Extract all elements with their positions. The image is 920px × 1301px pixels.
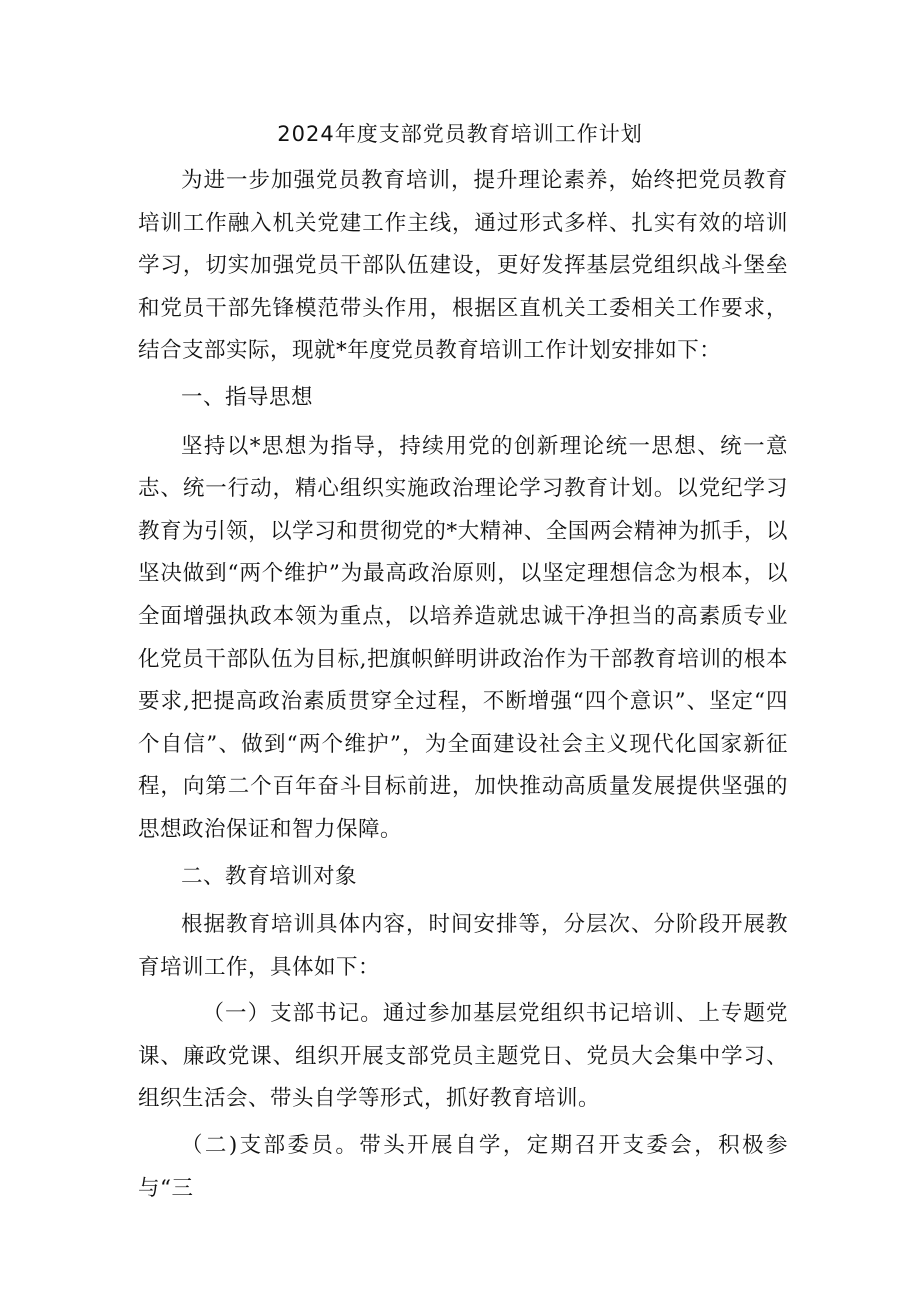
document-title: 2024年度支部党员教育培训工作计划: [277, 122, 643, 146]
section-heading-training-targets: 二、教育培训对象: [181, 863, 358, 889]
branch-committee-paragraph: （二)支部委员。带头开展自学，定期召开支委会，积极参与“三: [138, 1133, 788, 1201]
training-targets-paragraph: 根据教育培训具体内容，时间安排等，分层次、分阶段开展教育培训工作，具体如下：: [138, 912, 788, 980]
guiding-ideology-paragraph: 坚持以*思想为指导，持续用党的创新理论统一思想、统一意志、统一行动，精心组织实施政治理论学习教育计划。以党纪学习教育为引领，以学习和贯彻党的*大精神、全国两会精神为抓手，以坚决做到“两个维护”为最高政治原则，以坚定理想信念为根本，以全面增强执政本领为重点，以培养造就忠诚干净担当的高素质专业化党员干部队伍为目标,把旗帜鲜明讲政治作为干部教育培训的根本要求,把提高政治素质贯穿全过程，不断增强“四个意识”、坚定“四个自信”、做到“两个维护”，为全面建设社会主义现代化国家新征程，向第二个百年奋斗目标前进，加快推动高质量发展提供坚强的思想政治保证和智力保障。: [138, 433, 788, 842]
branch-secretary-paragraph: （一）支部书记。通过参加基层党组织书记培训、上专题党课、廉政党课、组织开展支部党员主题党日、党员大会集中学习、组织生活会、带头自学等形式，抓好教育培训。: [138, 1001, 788, 1112]
document-body: [138, 160, 788, 1214]
section-heading-guiding-ideology: 一、指导思想: [181, 384, 314, 410]
intro-paragraph: 为进一步加强党员教育培训，提升理论素养，始终把党员教育培训工作融入机关党建工作主线，通过形式多样、扎实有效的培训学习，切实加强党员干部队伍建设，更好发挥基层党组织战斗堡垒和党员干部先锋模范带头作用，根据区直机关工委相关工作要求，结合支部实际，现就*年度党员教育培训工作计划安排如下：: [138, 168, 788, 364]
